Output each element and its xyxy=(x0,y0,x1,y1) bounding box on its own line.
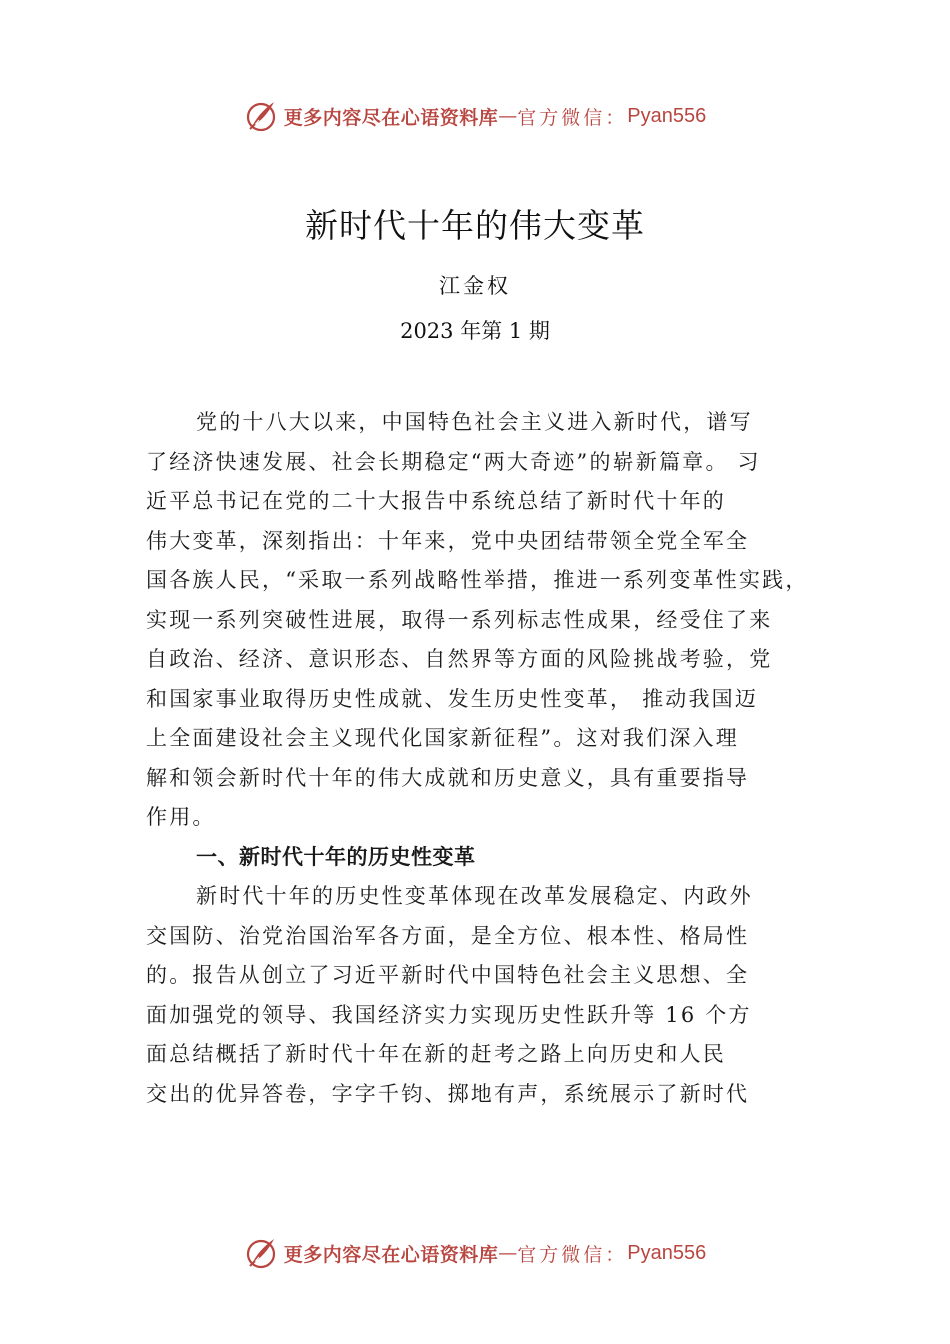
body-line: 面总结概括了新时代十年在新的赶考之路上向历史和人民 xyxy=(146,1042,726,1066)
body-line: 解和领会新时代十年的伟大成就和历史意义，具有重要指导 xyxy=(146,765,750,790)
quill-pen-logo-icon xyxy=(244,1236,278,1270)
body-line: 近平总书记在党的二十大报告中系统总结了新时代十年的 xyxy=(146,489,726,513)
article-author: 江金权 xyxy=(439,274,511,298)
banner-dash: — xyxy=(498,1242,518,1264)
body-line: 的。报告从创立了习近平新时代中国特色社会主义思想、全 xyxy=(146,963,750,987)
body-line: 党的十八大以来，中国特色社会主义进入新时代，谱写 xyxy=(196,410,753,434)
banner-main-text: 更多内容尽在心语资料库 xyxy=(283,1243,499,1266)
banner-wechat-id: Pyan556 xyxy=(627,104,707,127)
body-line: 和国家事业取得历史性成就、发生历史性变革， 推动我国迈 xyxy=(146,686,759,711)
banner-wechat-id: Pyan556 xyxy=(627,1241,707,1264)
body-line: 交出的优异答卷，字字千钧、掷地有声，系统展示了新时代 xyxy=(146,1081,750,1106)
article-body xyxy=(146,403,846,1114)
body-line: 作用。 xyxy=(146,805,216,829)
body-line: 自政治、经济、意识形态、自然界等方面的风险挑战考验，党 xyxy=(146,647,773,671)
banner-dash: — xyxy=(498,105,518,127)
body-line: 伟大变革，深刻指出：十年来，党中央团结带领全党全军全 xyxy=(146,528,750,553)
footer-watermark-banner xyxy=(0,1233,950,1273)
body-line: 交国防、治党治国治军各方面，是全方位、根本性、格局性 xyxy=(146,923,750,948)
banner-wechat-label: 官方微信： xyxy=(517,1243,628,1266)
body-line: 上全面建设社会主义现代化国家新征程”。这对我们深入理 xyxy=(146,726,739,750)
quill-pen-logo-icon xyxy=(244,99,278,133)
body-line: 实现一系列突破性进展，取得一系列标志性成果，经受住了来 xyxy=(146,607,773,632)
section-heading: 一、新时代十年的历史性变革 xyxy=(196,844,476,869)
body-line: 了经济快速发展、社会长期稳定“两大奇迹”的崭新篇章。 习 xyxy=(146,449,761,474)
body-line: 国各族人民，“采取一系列战略性举措，推进一系列变革性实践， xyxy=(146,568,809,592)
banner-main-text: 更多内容尽在心语资料库 xyxy=(283,106,499,129)
header-watermark-banner xyxy=(0,96,950,136)
body-line: 面加强党的领导、我国经济实力实现历史性跃升等 16 个方 xyxy=(146,1002,752,1027)
body-line: 新时代十年的历史性变革体现在改革发展稳定、内政外 xyxy=(196,884,753,908)
banner-wechat-label: 官方微信： xyxy=(517,106,628,129)
article-issue: 2023 年第 1 期 xyxy=(400,319,550,343)
article-title: 新时代十年的伟大变革 xyxy=(305,206,645,245)
